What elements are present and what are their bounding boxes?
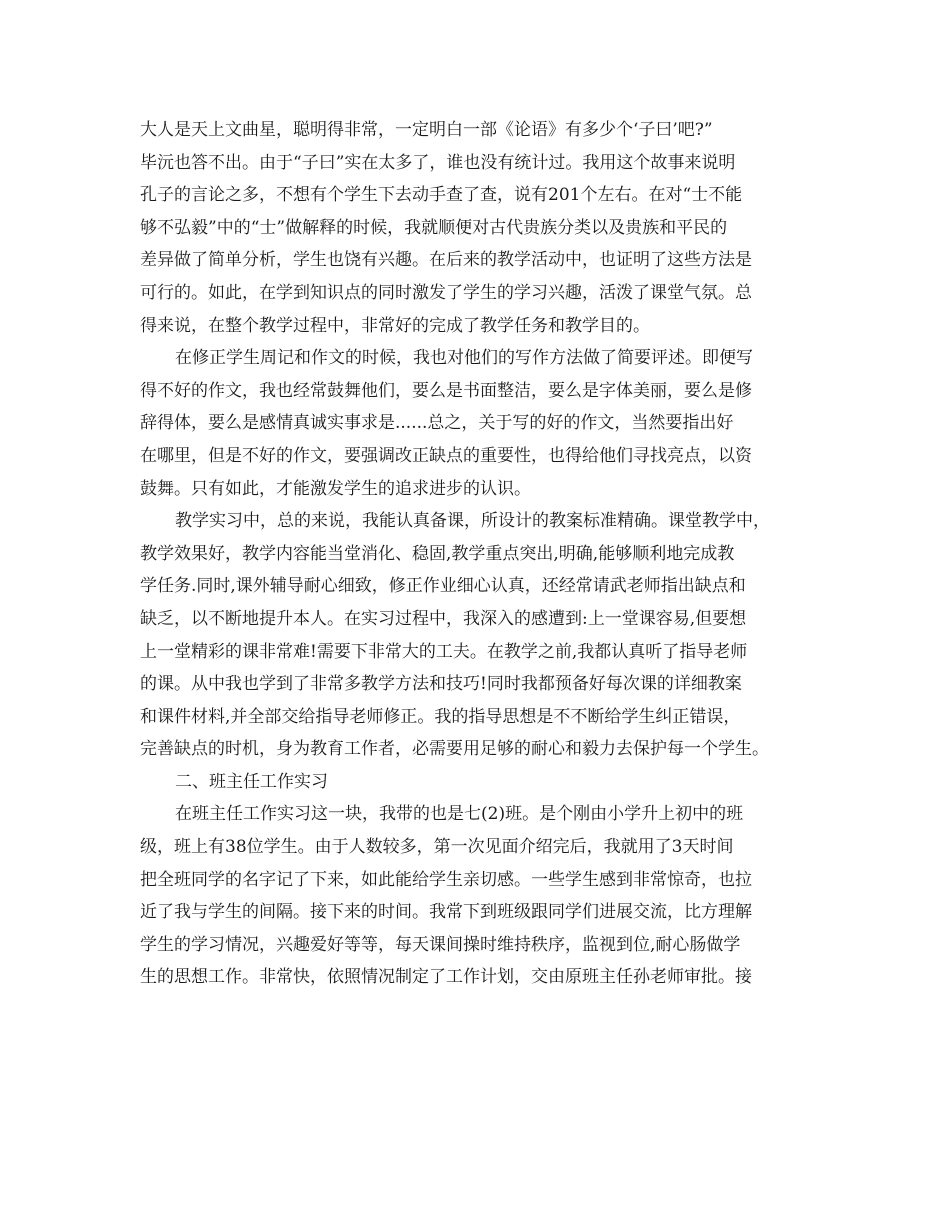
text-line: 得不好的作文，我也经常鼓舞他们，要么是书面整洁，要么是字体美丽，要么是修 — [140, 380, 752, 401]
text-line: 二、班主任工作实习 — [175, 771, 328, 792]
text-line: 级，班上有38位学生。由于人数较多，第一次见面介绍完后，我就用了3天时间 — [140, 837, 734, 858]
text-line: 完善缺点的时机，身为教育工作者，必需要用足够的耐心和毅力去保护每一个学生。 — [140, 739, 769, 760]
text-line: 大人是天上文曲星，聪明得非常，一定明白一部《论语》有多少个‘子曰’吧?” — [140, 120, 713, 140]
text-line: 学任务.同时,课外辅导耐心细致，修正作业细心认真，还经常请武老师指出缺点和 — [140, 576, 746, 597]
text-line: 教学效果好，教学内容能当堂消化、稳固,教学重点突出,明确,能够顺利地完成教 — [140, 543, 735, 564]
text-line: 得来说，在整个教学过程中，非常好的完成了教学任务和教学目的。 — [140, 315, 650, 336]
text-line: 把全班同学的名字记了下来，如此能给学生亲切感。一些学生感到非常惊奇，也拉 — [140, 869, 752, 890]
text-line: 在修正学生周记和作文的时候，我也对他们的写作方法做了简要评述。即便写 — [175, 348, 753, 369]
text-line: 的课。从中我也学到了非常多教学方法和技巧!同时我都预备好每次课的详细教案 — [140, 674, 742, 695]
text-line: 上一堂精彩的课非常难!需要下非常大的工夫。在教学之前,我都认真听了指导老师 — [140, 641, 748, 662]
text-line: 在哪里，但是不好的作文，要强调改正缺点的重要性，也得给他们寻找亮点，以资 — [140, 445, 752, 466]
text-line: 教学实习中，总的来说，我能认真备课，所设计的教案标准精确。课堂教学中， — [175, 511, 770, 532]
body-text — [140, 114, 830, 994]
text-line: 生的思想工作。非常快，依照情况制定了工作计划，交由原班主任孙老师审批。接 — [140, 967, 752, 988]
text-line: 够不弘毅”中的“士”做解释的时候，我就顺便对古代贵族分类以及贵族和平民的 — [140, 217, 728, 238]
text-line: 近了我与学生的间隔。接下来的时间。我常下到班级跟同学们进展交流，比方理解 — [140, 902, 752, 923]
text-line: 孔子的言论之多，不想有个学生下去动手查了查，说有201个左右。在对“士不能 — [140, 185, 743, 206]
text-line: 差异做了简单分析，学生也饶有兴趣。在后来的教学活动中，也证明了这些方法是 — [140, 250, 752, 271]
text-line: 可行的。如此，在学到知识点的同时激发了学生的学习兴趣，活泼了课堂气氛。总 — [140, 282, 752, 303]
text-line: 缺乏，以不断地提升本人。在实习过程中，我深入的感遭到:上一堂课容易,但要想 — [140, 608, 747, 629]
text-line: 在班主任工作实习这一块，我带的也是七(2)班。是个刚由小学升上初中的班 — [175, 804, 744, 825]
text-line: 鼓舞。只有如此，才能激发学生的追求进步的认识。 — [140, 478, 531, 499]
text-line: 毕沅也答不出。由于“子曰”实在太多了，谁也没有统计过。我用这个故事来说明 — [140, 152, 736, 173]
text-line: 辞得体，要么是感情真诚实事求是......总之，关于写的好的作文，当然要指出好 — [140, 413, 734, 434]
text-line: 和课件材料,并全部交给指导老师修正。我的指导思想是不不断给学生纠正错误， — [140, 706, 741, 727]
text-line: 学生的学习情况，兴趣爱好等等，每天课间操时维持秩序，监视到位,耐心肠做学 — [140, 934, 741, 955]
